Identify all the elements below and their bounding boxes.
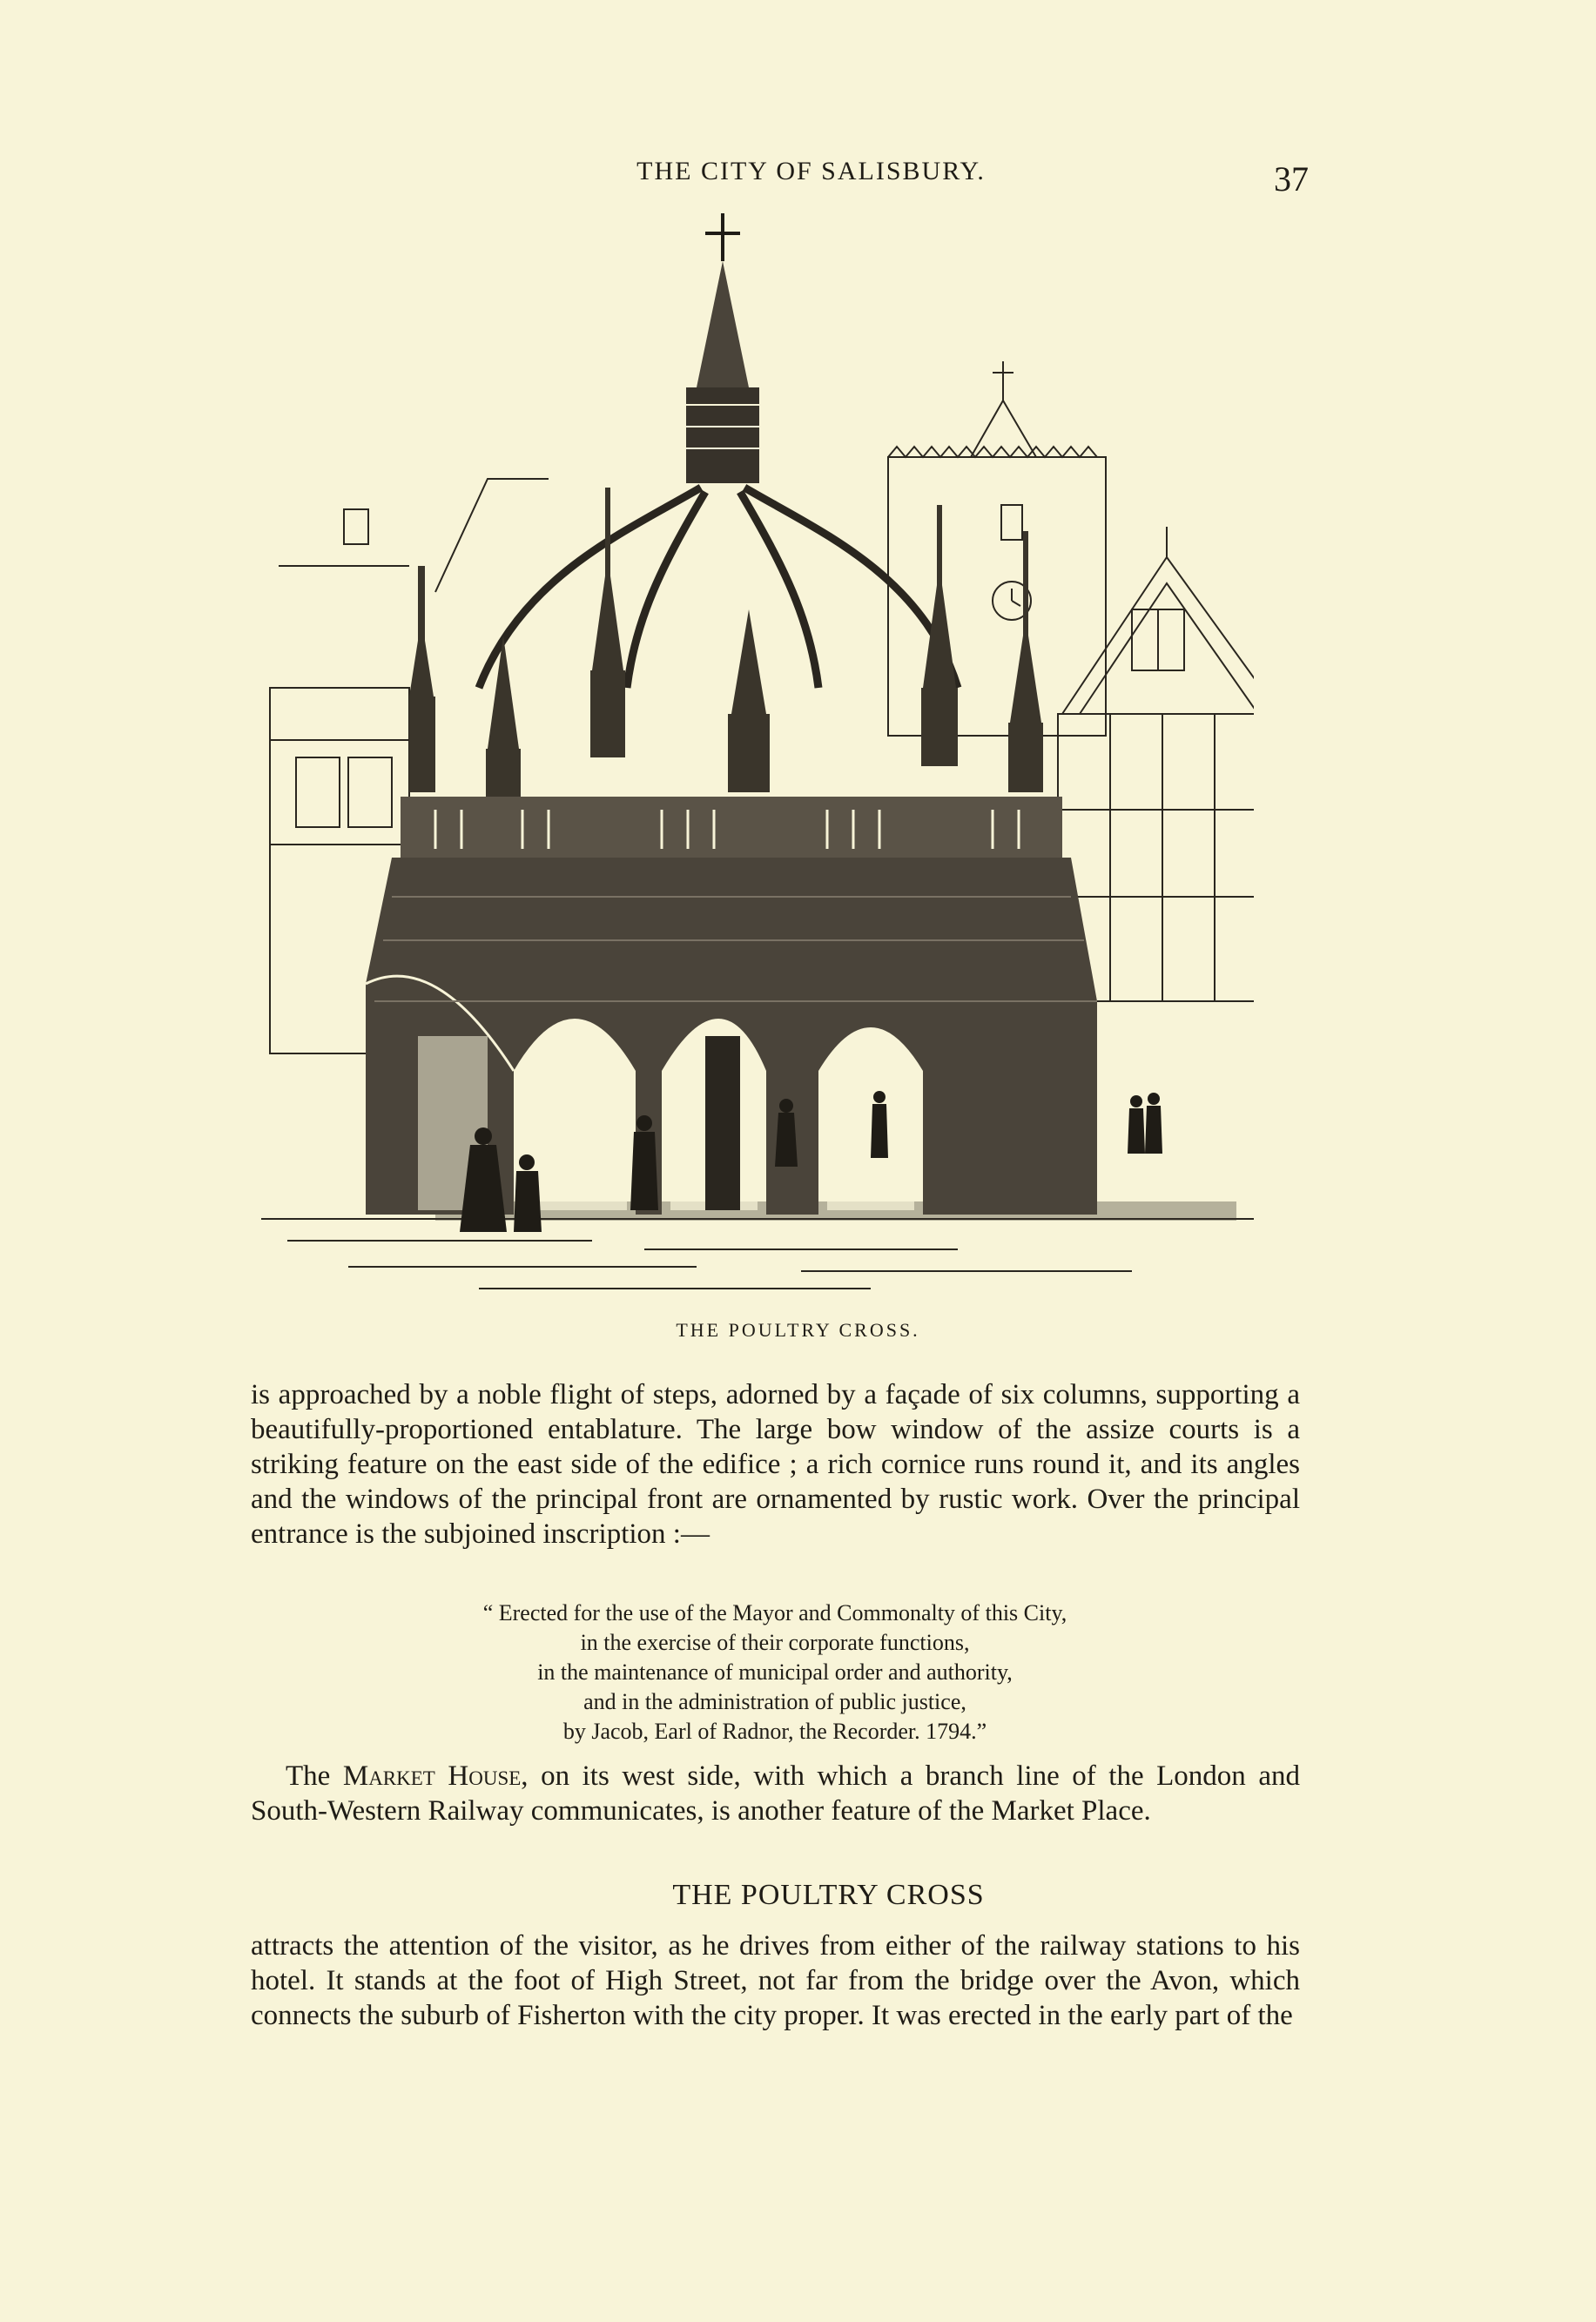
poultry-cross-engraving (261, 200, 1254, 1306)
inscription-line: “ Erected for the use of the Mayor and Commonalty of this City, (482, 1600, 1067, 1625)
paragraph-market-house (251, 1759, 1300, 1828)
market-house-term: Market House (342, 1760, 522, 1792)
church-tower (888, 361, 1106, 736)
figure-caption: THE POULTRY CROSS. (676, 1319, 920, 1341)
page-number: 37 (1274, 159, 1309, 199)
inscription-line: in the exercise of their corporate functions, (580, 1630, 970, 1655)
central-spire (686, 213, 759, 483)
inscription-quote (261, 1598, 1289, 1747)
balustrade (401, 797, 1062, 858)
section-heading: THE POULTRY CROSS (672, 1879, 985, 1911)
flying-ribs (479, 488, 958, 688)
timber-house (1058, 527, 1254, 1001)
paragraph-intro: The (286, 1760, 331, 1792)
inscription-line: and in the administration of public justice, (583, 1689, 966, 1714)
pinnacles (409, 488, 1043, 818)
ground (261, 1219, 1254, 1289)
running-title: THE CITY OF SALISBURY. (636, 157, 986, 185)
paragraph-assize-courts: is approached by a noble flight of steps, adorned by a façade of six columns, supporting a beautifully-proportioned entablature. The large bow window of the assize courts is a striking feature on the east side of the edifice ; a rich cornice runs round it, and its angles and the windows of the principal front are ornamented by rustic work. Over the principal entrance is the subjoined inscription :— (251, 1379, 1300, 1550)
inscription-line: by Jacob, Earl of Radnor, the Recorder. 1794.” (562, 1719, 987, 1744)
paragraph-poultry-cross: attracts the attention of the visitor, as he drives from either of the railway stations to his hotel. It stands at the foot of High Street, not far from the bridge over the Avon, which connects the suburb of Fisherton with the city proper. It was erected in the early part of the (251, 1930, 1300, 2031)
inscription-line: in the maintenance of municipal order and authority, (537, 1659, 1013, 1685)
paragraph-rest: , on its west side, with which a branch line of the London and South-Western Railway communicates, is another feature of the Market Place. (251, 1760, 1300, 1827)
